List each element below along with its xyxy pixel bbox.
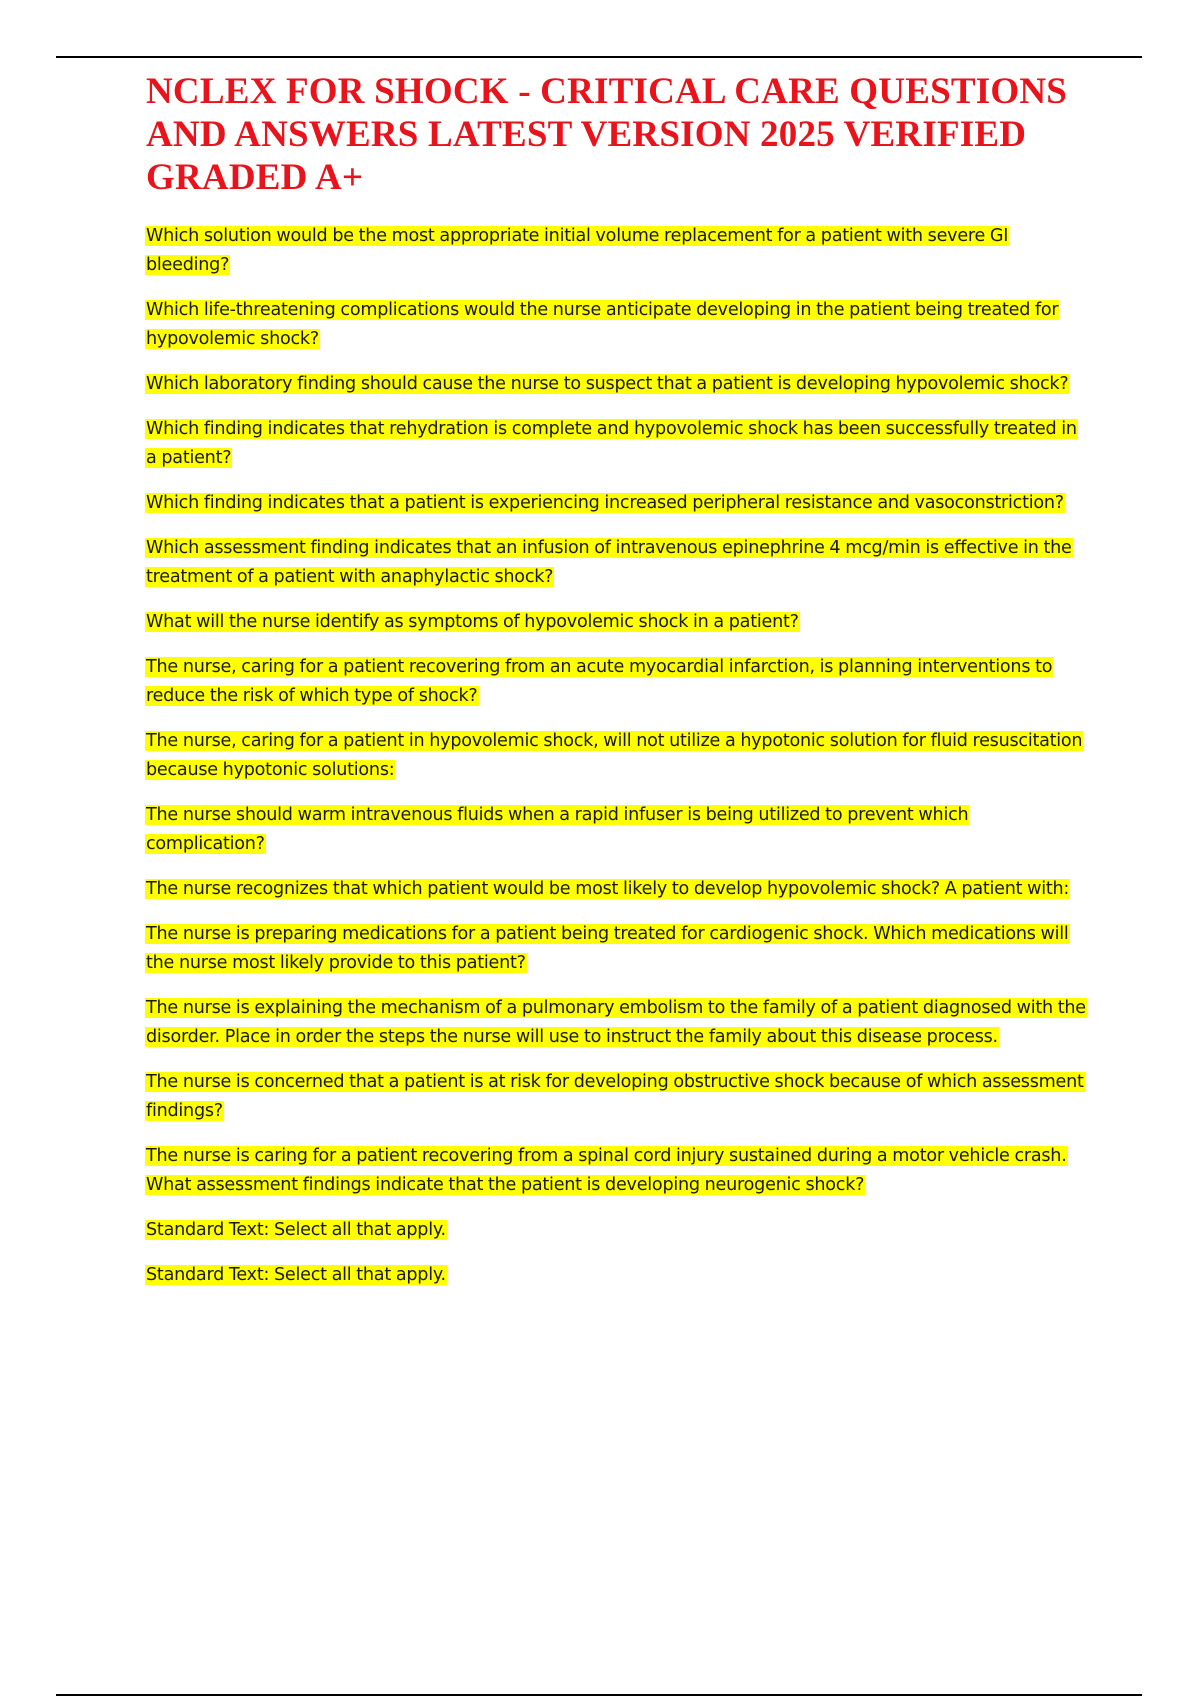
document-title: NCLEX FOR SHOCK - CRITICAL CARE QUESTIONS AND ANSWERS LATEST VERSION 2025 VERIFIED GRADED A+	[146, 71, 1068, 198]
question-text: The nurse is concerned that a patient is at risk for developing obstructive shock because of which assessment findings?	[146, 1072, 1084, 1121]
question-text: The nurse, caring for a patient recovering from an acute myocardial infarction, is planning interventions to reduce the risk of which type of shock?	[146, 657, 1053, 706]
question-item	[145, 296, 1091, 354]
question-item	[145, 415, 1091, 473]
question-text: The nurse is caring for a patient recovering from a spinal cord injury sustained during a motor vehicle crash. What assessment findings indicate that the patient is developing neurogenic shock?	[146, 1146, 1067, 1195]
question-item	[145, 994, 1091, 1052]
question-item	[145, 727, 1091, 785]
question-text: Which laboratory finding should cause the nurse to suspect that a patient is developing hypovolemic shock?	[146, 374, 1069, 394]
question-item	[145, 653, 1091, 711]
question-item	[145, 1068, 1091, 1126]
top-rule	[56, 56, 1142, 58]
question-item	[145, 801, 1091, 859]
question-item	[145, 1261, 1091, 1290]
question-text: The nurse recognizes that which patient would be most likely to develop hypovolemic shock? A patient with:	[146, 879, 1070, 899]
question-text: What will the nurse identify as symptoms of hypovolemic shock in a patient?	[146, 612, 799, 632]
question-text: Which assessment finding indicates that an infusion of intravenous epinephrine 4 mcg/min is effective in the treatment of a patient with anaphylactic shock?	[146, 538, 1072, 587]
question-text: The nurse should warm intravenous fluids when a rapid infuser is being utilized to prevent which complication?	[146, 805, 969, 854]
question-item	[145, 608, 1091, 637]
question-text: Which life-threatening complications would the nurse anticipate developing in the patient being treated for hypovolemic shock?	[146, 300, 1059, 349]
question-text: The nurse is explaining the mechanism of a pulmonary embolism to the family of a patient diagnosed with the disorder. Place in order the steps the nurse will use to instruct the family about this disease process.	[146, 998, 1086, 1047]
question-item	[145, 875, 1091, 904]
bottom-rule	[56, 1694, 1142, 1696]
question-list	[145, 222, 1091, 1306]
question-text: Which finding indicates that rehydration is complete and hypovolemic shock has been successfully treated in a patient?	[146, 419, 1077, 468]
question-item	[145, 370, 1091, 399]
question-text: Standard Text: Select all that apply.	[146, 1220, 446, 1240]
question-item	[145, 489, 1091, 518]
question-item	[145, 1142, 1091, 1200]
question-text: The nurse is preparing medications for a patient being treated for cardiogenic shock. Which medications will the nurse most likely provide to this patient?	[146, 924, 1069, 973]
question-text: Standard Text: Select all that apply.	[146, 1265, 446, 1285]
question-text: Which finding indicates that a patient is experiencing increased peripheral resistance and vasoconstriction?	[146, 493, 1064, 513]
question-item	[145, 1216, 1091, 1245]
question-text: Which solution would be the most appropriate initial volume replacement for a patient with severe GI bleeding?	[146, 226, 1009, 275]
question-item	[145, 222, 1091, 280]
question-item	[145, 920, 1091, 978]
question-text: The nurse, caring for a patient in hypovolemic shock, will not utilize a hypotonic solution for fluid resuscitation because hypotonic solutions:	[146, 731, 1083, 780]
question-item	[145, 534, 1091, 592]
